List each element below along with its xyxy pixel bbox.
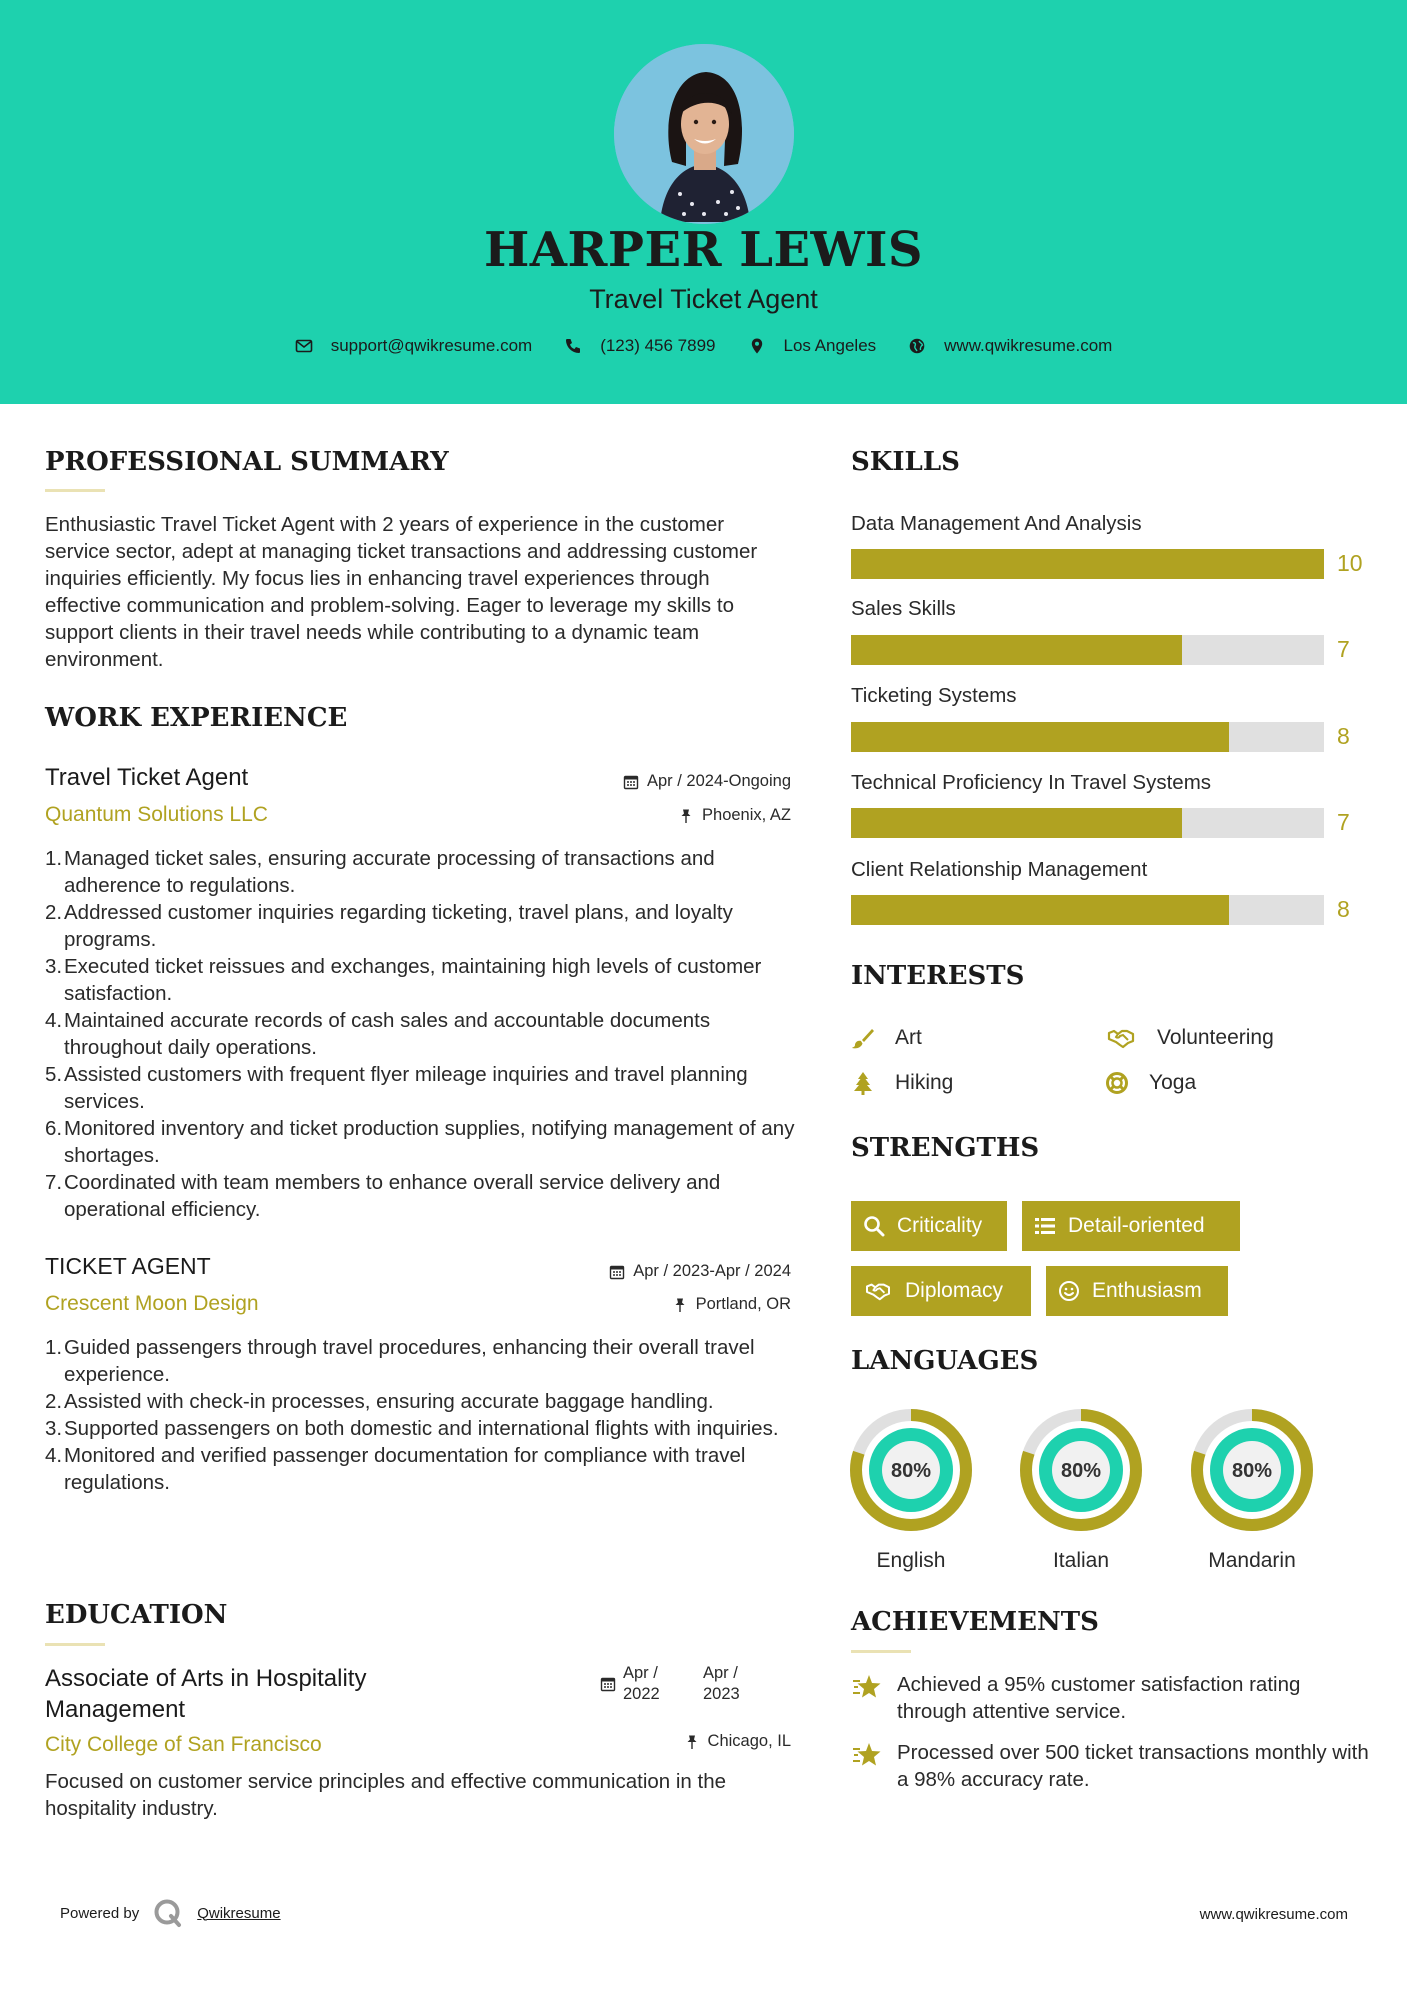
job-dates-text: Apr / 2024-Ongoing [646,772,791,790]
education-location-text: Chicago, IL [707,1732,791,1750]
education-degree: Associate of Arts in Hospitality Management [45,1665,367,1723]
handshake-icon [863,1280,893,1302]
job-duties-list [45,1334,785,1496]
paintbrush-icon [851,1026,875,1050]
skill-label: Ticketing Systems [851,684,1017,707]
job-location [540,1295,791,1314]
job-company: Quantum Solutions LLC [45,803,268,826]
candidate-name: HARPER LEWIS [483,222,924,278]
brand-link[interactable]: Qwikresume [197,1904,281,1922]
list-item: 3. Executed ticket reissues and exchanges, maintaining high levels of customer satisfaction. [45,955,762,1005]
skill-value: 7 [1337,809,1350,835]
interest-label: Volunteering [1157,1026,1274,1049]
interests-heading: INTERESTS [851,961,1025,991]
profile-photo [614,44,794,224]
skill-label: Data Management And Analysis [851,512,1142,535]
skill-label: Client Relationship Management [851,858,1148,881]
skill-bar [851,635,1324,665]
language-percent: 80% [1060,1460,1102,1482]
achievements-rule [851,1650,911,1653]
job-company: Crescent Moon Design [45,1292,259,1315]
interest-label: Hiking [895,1071,954,1094]
skill-value: 8 [1337,723,1350,749]
job-dates [540,1262,791,1281]
summary-rule [45,489,105,492]
job-location [540,806,791,825]
handshake-icon [1105,1026,1137,1050]
interest-label: Yoga [1149,1071,1197,1094]
skill-value: 10 [1337,550,1363,576]
achievement-text: Processed over 500 ticket transactions monthly with a 98% accuracy rate. [897,1741,1369,1791]
contact-phone-text: (123) 456 7899 [600,336,716,355]
contact-location-text: Los Angeles [783,336,877,355]
skill-bar [851,722,1324,752]
skills-heading: SKILLS [851,447,960,477]
job-title: Travel Ticket Agent [45,764,249,791]
profile-photo-image [614,44,794,224]
strength-label: Criticality [897,1214,983,1237]
skill-bar-fill [851,808,1182,838]
education-location [680,1732,791,1751]
resume-header [0,0,1407,404]
list-icon [1034,1215,1056,1237]
job-dates [540,772,791,791]
achievement-text: Achieved a 95% customer satisfaction rating through attentive service. [897,1673,1301,1723]
education-end: Apr / 2023 [703,1664,740,1703]
skill-bar [851,895,1324,925]
achievements-heading: ACHIEVEMENTS [851,1607,1099,1637]
envelope-icon [295,337,313,355]
contact-phone[interactable] [564,336,715,356]
achievement-item [851,1739,1371,1793]
strength-chip [851,1201,1007,1251]
interest-item [1105,1071,1196,1095]
list-item: 2. Assisted with check-in processes, ensuring accurate baggage handling. [45,1390,714,1413]
contact-website-text: www.qwikresume.com [944,336,1113,355]
interest-item [1105,1026,1274,1050]
skill-label: Technical Proficiency In Travel Systems [851,771,1212,794]
achievement-item [851,1671,1371,1725]
list-item: 6. Monitored inventory and ticket production supplies, notifying management of any shortages. [45,1117,795,1167]
map-pin-icon [748,337,766,355]
skill-value: 7 [1337,636,1350,662]
list-item: 3. Supported passengers on both domestic and international flights with inquiries. [45,1417,779,1440]
education-heading: EDUCATION [45,1600,228,1630]
education-dates [600,1663,763,1705]
strength-label: Enthusiasm [1092,1279,1202,1302]
powered-by-text: Powered by [60,1904,140,1922]
education-rule [45,1643,105,1646]
search-icon [863,1215,885,1237]
tree-icon [851,1071,875,1095]
star-badge-icon [851,1739,883,1771]
job-title: TICKET AGENT [45,1253,211,1279]
interest-item [851,1026,922,1050]
language-gauge [850,1409,972,1531]
contact-email[interactable] [295,336,533,356]
skill-bar-fill [851,722,1229,752]
strength-chip [851,1266,1031,1316]
contact-email-text: support@qwikresume.com [330,336,533,355]
footer-powered-by [60,1898,281,1928]
list-item: 2. Addressed customer inquiries regarding ticketing, travel plans, and loyalty programs. [45,901,733,951]
globe-icon [908,337,926,355]
education-school: City College of San Francisco [45,1733,322,1756]
footer-website[interactable]: www.qwikresume.com [1199,1906,1348,1923]
skill-bar-fill [851,635,1182,665]
contact-website[interactable] [908,336,1112,356]
pushpin-icon [672,1297,688,1313]
job-location-text: Portland, OR [695,1295,791,1313]
pushpin-icon [678,808,694,824]
job-location-text: Phoenix, AZ [702,806,791,824]
calendar-icon [623,774,639,790]
language-item [1190,1409,1314,1573]
job-duties-list [45,845,795,1223]
strength-chip [1046,1266,1228,1316]
list-item: 1. Managed ticket sales, ensuring accurate processing of transactions and adherence to regulations. [45,847,715,897]
job-dates-text: Apr / 2023-Apr / 2024 [633,1262,791,1280]
strengths-heading: STRENGTHS [851,1133,1040,1163]
language-percent: 80% [890,1460,932,1482]
calendar-icon [600,1676,616,1692]
skill-label: Sales Skills [851,597,956,620]
list-item: 5. Assisted customers with frequent flyer mileage inquiries and travel planning services. [45,1063,748,1113]
strength-label: Diplomacy [905,1279,1004,1302]
languages-heading: LANGUAGES [851,1346,1039,1376]
summary-text: Enthusiastic Travel Ticket Agent with 2 years of experience in the customer service sector, adept at managing ticket transactions and addressing customer inquiries efficiently. My focus lies in enhancing travel experiences through effective communication and problem-solving. Eager to leverage my skills to support clients in their travel needs while contributing to a dynamic team environment. [45,513,758,671]
language-item [1019,1409,1143,1573]
language-item [849,1409,973,1573]
language-name: English [876,1549,946,1572]
language-gauge [1191,1409,1313,1531]
summary-heading: PROFESSIONAL SUMMARY [45,447,449,477]
candidate-role: Travel Ticket Agent [589,284,818,314]
education-description: Focused on customer service principles and effective communication in the hospitality industry. [45,1770,727,1820]
language-name: Italian [1052,1549,1110,1572]
skill-value: 8 [1337,896,1350,922]
pushpin-icon [684,1734,700,1750]
education-start: Apr / 2022 [623,1664,660,1703]
lifebuoy-icon [1105,1071,1129,1095]
contact-bar [0,336,1407,356]
calendar-icon [609,1264,625,1280]
interest-label: Art [895,1026,922,1049]
skill-bar [851,549,1324,579]
qwikresume-logo-icon [153,1898,183,1928]
skill-bar-fill [851,895,1229,925]
star-badge-icon [851,1671,883,1703]
skill-bar [851,808,1324,838]
phone-icon [564,337,582,355]
smile-icon [1058,1280,1080,1302]
list-item: 7. Coordinated with team members to enhance overall service delivery and operational efficiency. [45,1171,721,1221]
list-item: 4. Monitored and verified passenger documentation for compliance with travel regulations. [45,1444,746,1494]
contact-location [748,336,877,356]
language-name: Mandarin [1208,1549,1296,1572]
strength-chip [1022,1201,1240,1251]
language-percent: 80% [1231,1460,1273,1482]
strength-label: Detail-oriented [1068,1214,1205,1237]
list-item: 1. Guided passengers through travel procedures, enhancing their overall travel experience. [45,1336,755,1386]
list-item: 4. Maintained accurate records of cash sales and accountable documents throughout daily operations. [45,1009,711,1059]
experience-heading: WORK EXPERIENCE [45,703,348,733]
interest-item [851,1071,953,1095]
skill-bar-fill [851,549,1324,579]
language-gauge [1020,1409,1142,1531]
